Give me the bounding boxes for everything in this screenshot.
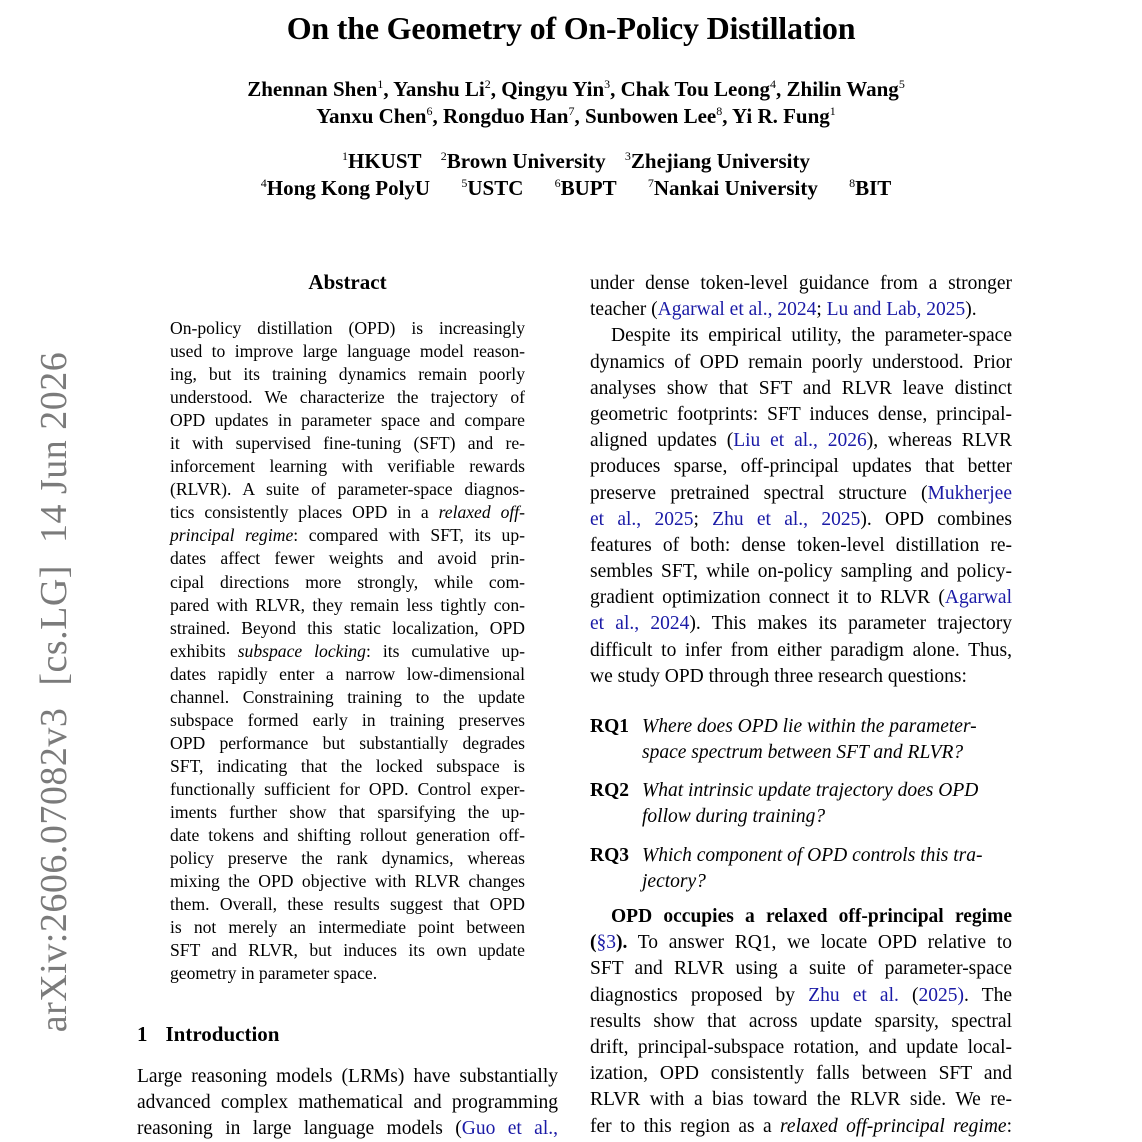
section-title: Introduction [165,1022,280,1046]
text-line: policy preserve the rank dynamics, whereas [170,848,525,869]
paragraph-heading: OPD occupies a relaxed off-principal regime [611,906,1012,927]
text-line: OPD updates in parameter space and compare [170,410,525,431]
text-line: iments further show that sparsifying the up- [170,801,525,822]
rq-label: RQ3 [590,845,629,866]
citation-link[interactable]: Mukherjee [927,482,1012,504]
text-line: gradient optimization connect it to RLVR (Agarwal [590,587,1012,609]
author: Zhennan Shen$^1$, [247,77,394,101]
text-line: et al., 2024). This makes its parameter trajectory [590,613,1012,635]
affiliation: $^5$USTC [461,176,524,200]
text-line: space spectrum between SFT and RLVR? [642,742,964,764]
text-line: On-policy distillation (OPD) is increasingly [170,318,525,338]
text-line: advanced complex mathematical and programming [137,1092,558,1114]
text-line: geometry in parameter space. [170,963,378,984]
text-line: channel. Constraining training to the update [170,686,525,707]
text-line: What intrinsic update trajectory does OPD [642,780,979,801]
text-line: geometric footprints: SFT induces dense, principal- [590,403,1012,425]
right-column-text [590,271,1012,690]
paragraph-opd-dynamics [590,323,1012,690]
citation-link[interactable]: Agarwal [944,587,1012,609]
citation-link[interactable]: Guo et al., [461,1118,558,1140]
affiliation: $^8$BIT [849,176,892,200]
affiliation: $^6$BUPT [554,176,617,200]
abstract-heading: Abstract [308,270,387,294]
text-line: et al., 2025; Zhu et al., 2025). OPD combines [590,508,1012,530]
text-line: SFT and RLVR, but induces its own update [170,940,525,961]
text-line: Despite its empirical utility, the parameter-space [611,325,1012,347]
text-line: is not merely an intermediate point between [170,917,525,938]
text-line: results show that across update sparsity, spectral [590,1010,1012,1032]
text-line: principal regime: compared with SFT, its up- [170,525,525,546]
citation-link[interactable]: §3 [596,932,616,954]
text-line: features of both: dense token-level distillation re- [590,534,1012,556]
text-line: under dense token-level guidance from a stronger [590,273,1012,294]
abstract-body [170,317,525,985]
text-line: RLVR with a bias toward the RLVR side. We re- [590,1089,1012,1111]
text-line: Large reasoning models (LRMs) have substantially [137,1066,558,1087]
research-question-2 [590,778,1012,830]
text-line: mixing the OPD objective with RLVR changes [170,871,525,892]
author: Zhilin Wang$^5$ [786,77,905,101]
text-line: dates rapidly enter a narrow low-dimensional [170,663,525,684]
text-line: SFT and RLVR using a suite of parameter-space [590,958,1012,980]
rq-label: RQ1 [590,716,629,737]
arxiv-category: [cs.LG] [33,565,75,686]
author: Qingyu Yin$^3$, [501,77,621,101]
text-line: jectory? [642,871,706,893]
paper-title: On the Geometry of On-Policy Distillation [286,10,856,46]
citation-link[interactable]: Zhu et al. [808,984,899,1006]
text-line: produces sparse, off-principal updates that better [590,456,1012,478]
arxiv-identifier-stamp [32,352,76,1033]
text-line: ing, but its training dynamics remain poorly [170,364,525,385]
text-line: aligned updates (Liu et al., 2026), whereas RLVR [590,430,1012,452]
text-line: subspace formed early in training preserves [170,709,525,730]
text-line: analyses show that SFT and RLVR leave distinct [590,377,1012,399]
text-line: understood. We characterize the trajectory of [170,387,525,408]
text-line: (§3). To answer RQ1, we locate OPD relative to [590,932,1012,954]
paragraph-relaxed-regime [590,904,1012,1140]
affiliations-row2 [5,175,1142,202]
text-line: follow during training? [642,806,826,828]
affiliation: $^3$Zhejiang University [624,149,810,173]
citation-link[interactable]: et al., 2024 [590,613,690,635]
author: Yanxu Chen$^6$, [316,104,443,128]
text-line: (RLVR). A suite of parameter-space diagnos- [170,479,525,500]
author: Yanshu Li$^2$, [393,77,502,101]
text-line: fer to this region as a relaxed off-principal regime: [590,1115,1012,1137]
text-line: diagnostics proposed by Zhu et al. (2025). The [590,984,1012,1006]
author: Yi R. Fung$^1$ [731,104,836,128]
rq-text [642,778,1012,830]
text-line: Where does OPD lie within the parameter- [642,716,977,737]
citation-link[interactable]: Lu and Lab, 2025 [826,299,966,321]
citation-link[interactable]: et al., 2025 [590,508,694,530]
text-line: preserve pretrained spectral structure (Mukherjee [590,482,1012,504]
text-line: tics consistently places OPD in a relaxed off- [170,502,525,523]
author-list-line1 [5,76,1142,103]
text-line: drift, principal-subspace rotation, and update local- [590,1036,1012,1058]
author: Chak Tou Leong$^4$, [620,77,787,101]
author: Sunbowen Lee$^8$, [584,104,732,128]
text-line: exhibits subspace locking: its cumulative up- [170,640,526,661]
citation-link[interactable]: Liu et al., 2026 [733,430,867,452]
text-line: them. Overall, these results suggest that OPD [170,894,525,915]
text-line: sembles SFT, while on-policy sampling and policy- [590,561,1012,583]
text-line: Which component of OPD controls this tra- [642,845,983,866]
citation-link[interactable]: Agarwal et al., 2024 [657,299,817,321]
arxiv-date: 14 Jun 2026 [33,351,75,544]
text-line: we study OPD through three research questions: [590,665,967,687]
text-line: difficult to infer from either paradigm alone. Thus, [590,639,1012,661]
paragraph-continuation [590,271,1012,323]
rq-text [642,843,1012,895]
rq-text [642,714,1012,766]
text-line: teacher (Agarwal et al., 2024; Lu and Lab, 2025). [590,299,977,321]
affiliations-row1 [5,148,1142,175]
text-line: ization, OPD consistently falls between SFT and [590,1063,1012,1085]
research-question-1 [590,714,1012,766]
section-heading-introduction [137,1022,279,1047]
author-list-line2 [5,103,1142,130]
text-line: dates affect fewer weights and avoid prin- [170,548,525,569]
affiliation: $^1$HKUST [342,149,422,173]
text-line: reasoning in large language models (Guo et al., [137,1118,558,1140]
text-line: functionally sufficient for OPD. Control exper- [170,778,525,799]
citation-link[interactable]: Zhu et al., 2025 [712,508,861,530]
text-line: date tokens and shifting rollout generation off- [170,825,525,846]
text-line: SFT, indicating that the locked subspace is [170,755,525,776]
affiliation: $^7$Nankai University [647,176,818,200]
text-line: inforcement learning with verifiable rewards [170,456,525,477]
introduction-paragraph [137,1064,558,1142]
affiliation: $^4$Hong Kong PolyU [260,176,431,200]
section-number: 1 [137,1022,148,1046]
arxiv-id: arXiv:2606.07082v3 [33,707,75,1033]
text-line: pared with RLVR, they remain less tightly con- [170,594,525,615]
text-line: strained. Beyond this static localization, OPD [170,617,525,638]
research-question-3 [590,843,1012,895]
rq-label: RQ2 [590,780,629,801]
text-line: it with supervised fine-tuning (SFT) and re- [170,433,525,454]
author: Rongduo Han$^7$, [442,104,585,128]
text-line: dynamics of OPD remain poorly understood. Prior [590,351,1012,373]
citation-link[interactable]: 2025) [918,984,965,1006]
text-line: cipal directions more strongly, while com- [170,571,525,592]
text-line: OPD performance but substantially degrades [170,732,525,753]
affiliation: $^2$Brown University [440,149,606,173]
text-line: used to improve large language model reason- [170,341,525,362]
